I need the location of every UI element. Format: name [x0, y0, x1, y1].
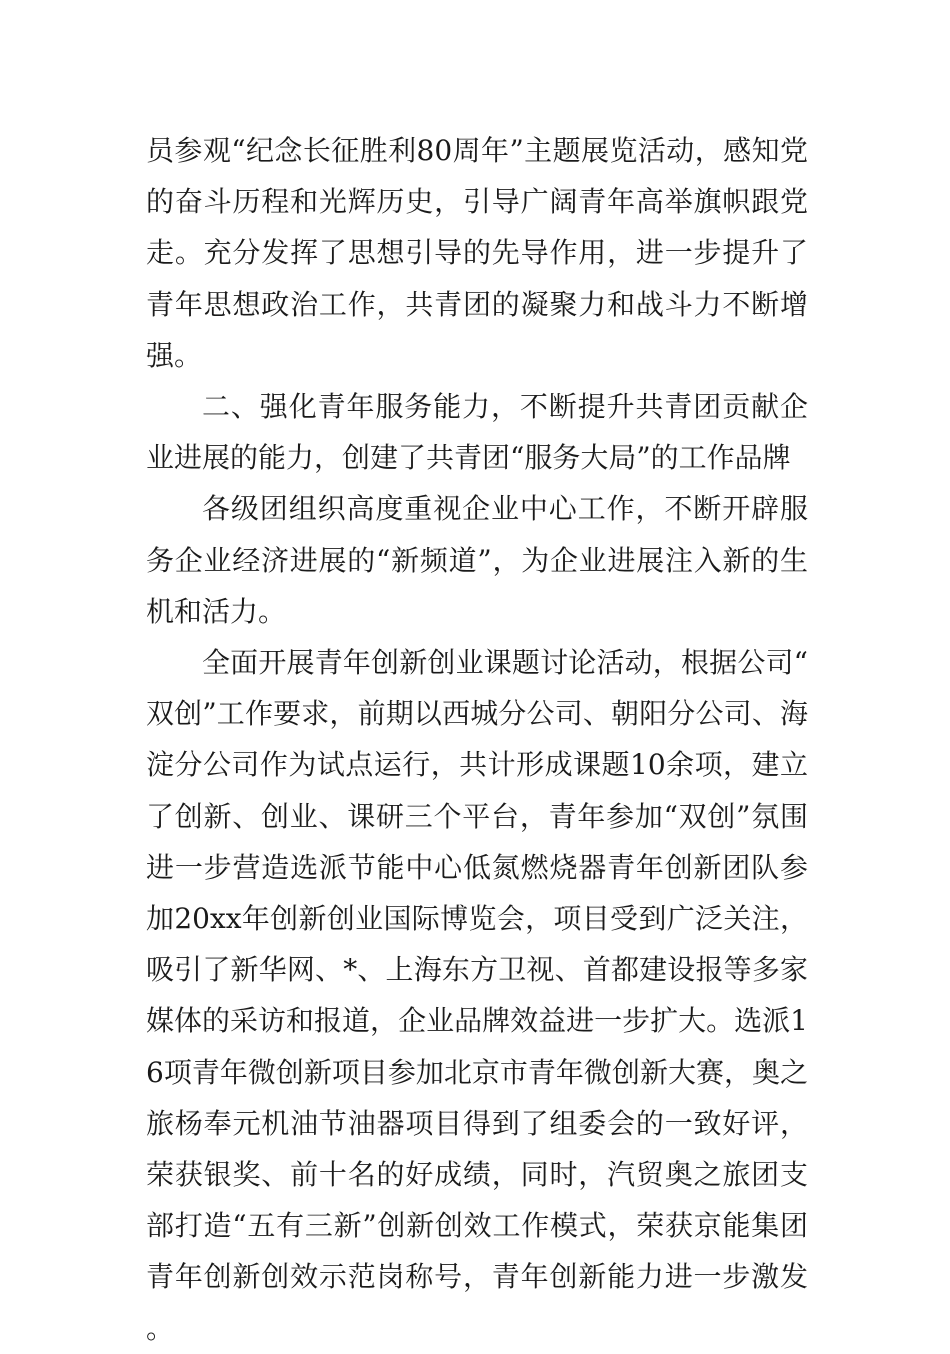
document-body — [146, 125, 808, 1354]
paragraph-intro: 各级团组织高度重视企业中心工作，不断开辟服务企业经济进展的“新频道”，为企业进展注入新的生机和活力。 — [146, 492, 808, 628]
paragraph-innovation: 全面开展青年创新创业课题讨论活动，根据公司“双创”工作要求，前期以西城分公司、朝阳分公司、海淀分公司作为试点运行，共计形成课题10余项，建立了创新、创业、课研三个平台，青年参加“双创”氛围进一步营造选派节能中心低氮燃烧器青年创新团队参加20xx年创新创业国际博览会，项目受到广泛关注，吸引了新华网、*、上海东方卫视、首都建设报等多家媒体的采访和报道，企业品牌效益进一步扩大。选派16项青年微创新项目参加北京市青年微创新大赛，奥之旅杨奉元机油节油器项目得到了组委会的一致好评，荣获银奖、前十名的好成绩，同时，汽贸奥之旅团支部打造“五有三新”创新创效工作模式，荣获京能集团青年创新创效示范岗称号，青年创新能力进一步激发。 — [146, 646, 808, 1345]
section-heading-two: 二、强化青年服务能力，不断提升共青团贡献企业进展的能力，创建了共青团“服务大局”的工作品牌 — [146, 390, 808, 475]
paragraph-continuation: 员参观“纪念长征胜利80周年”主题展览活动，感知党的奋斗历程和光辉历史，引导广阔青年高举旗帜跟党走。充分发挥了思想引导的先导作用，进一步提升了青年思想政治工作，共青团的凝聚力和战斗力不断增强。 — [146, 134, 808, 372]
